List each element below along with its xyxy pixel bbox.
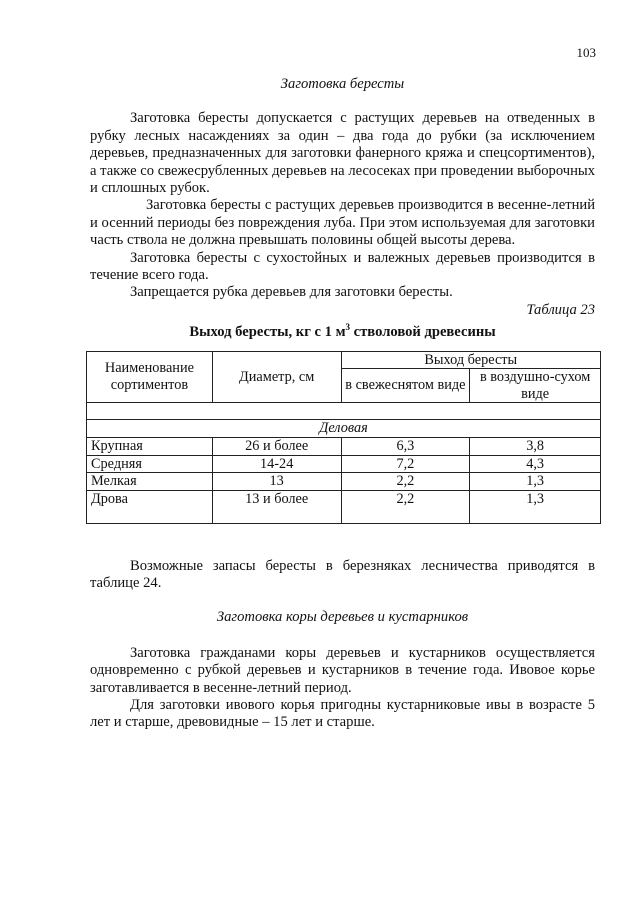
paragraph: Заготовка бересты допускается с растущих деревьев на отведенных в рубку лесных насаждениях за один – два года до рубки (за исключением деревьев, предназначенных для заготовки фанерного кряжа и спецсортиментов), а также со свежесрубленных деревьев на лесосеках при проведении выборочных и сплошных рубок. (90, 110, 595, 197)
table-title-main: Выход бересты, кг с 1 м (189, 324, 346, 341)
table-title (90, 319, 595, 341)
cell-name: Дрова (87, 490, 213, 523)
cell-diameter: 26 и более (212, 438, 341, 456)
paragraph: Заготовка гражданами коры деревьев и кустарников осуществляется одновременно с рубкой деревьев и кустарников в течение года. Ивовое корье заготавливается в весенне-летний период. (90, 644, 595, 696)
table-row-group (87, 420, 601, 438)
table-row (87, 438, 601, 456)
cell-fresh: 2,2 (341, 490, 470, 523)
cell-dry: 1,3 (470, 473, 601, 491)
paragraph: Запрещается рубка деревьев для заготовки бересты. (130, 284, 453, 301)
paragraph: Заготовка бересты с растущих деревьев производится в весенне-летний и осенний периоды без повреждения луба. При этом используемая для заготовки часть ствола не должна превышать половины общей высоты дерева. (90, 197, 595, 249)
table-title-superscript: 3 (345, 322, 351, 333)
table-row (87, 490, 601, 523)
cell-diameter: 13 (212, 473, 341, 491)
cell-diameter: 14-24 (212, 455, 341, 473)
cell-name: Мелкая (87, 473, 213, 491)
cell-dry: 1,3 (470, 490, 601, 523)
header-fresh: в свежеснятом виде (341, 369, 470, 403)
birch-bark-yield-table (86, 351, 601, 524)
header-diameter: Диаметр, см (212, 351, 341, 403)
cell-fresh: 6,3 (341, 438, 470, 456)
section-title-bark: Заготовка коры деревьев и кустарников (216, 609, 469, 626)
header-yield: Выход бересты (341, 351, 601, 369)
cell-fresh: 2,2 (341, 473, 470, 491)
cell-diameter: 13 и более (212, 490, 341, 523)
cell-dry: 4,3 (470, 455, 601, 473)
header-dry: в воздушно-сухом виде (470, 369, 601, 403)
group-label: Деловая (87, 420, 601, 438)
paragraph: Для заготовки ивового корья пригодны кустарниковые ивы в возрасте 5 лет и старше, древовидные – 15 лет и старше. (90, 696, 595, 731)
table-caption: Таблица 23 (526, 301, 595, 318)
table-row-spacer (87, 403, 601, 420)
header-name: Наименование сортиментов (87, 351, 213, 403)
cell-name: Крупная (87, 438, 213, 456)
cell-dry: 3,8 (470, 438, 601, 456)
page-content (90, 76, 595, 732)
table-row (87, 473, 601, 491)
table-title-tail: стволовой древесины (350, 324, 496, 341)
cell-fresh: 7,2 (341, 455, 470, 473)
paragraph: Заготовка бересты с сухостойных и валежных деревьев производится в течение всего года. (90, 249, 595, 284)
table-row (87, 455, 601, 473)
page-number: 103 (576, 45, 596, 60)
section-title-birch-bark: Заготовка бересты (280, 76, 405, 92)
paragraph: Возможные запасы бересты в березняках лесничества приводятся в таблице 24. (90, 557, 595, 591)
cell-name: Средняя (87, 455, 213, 473)
